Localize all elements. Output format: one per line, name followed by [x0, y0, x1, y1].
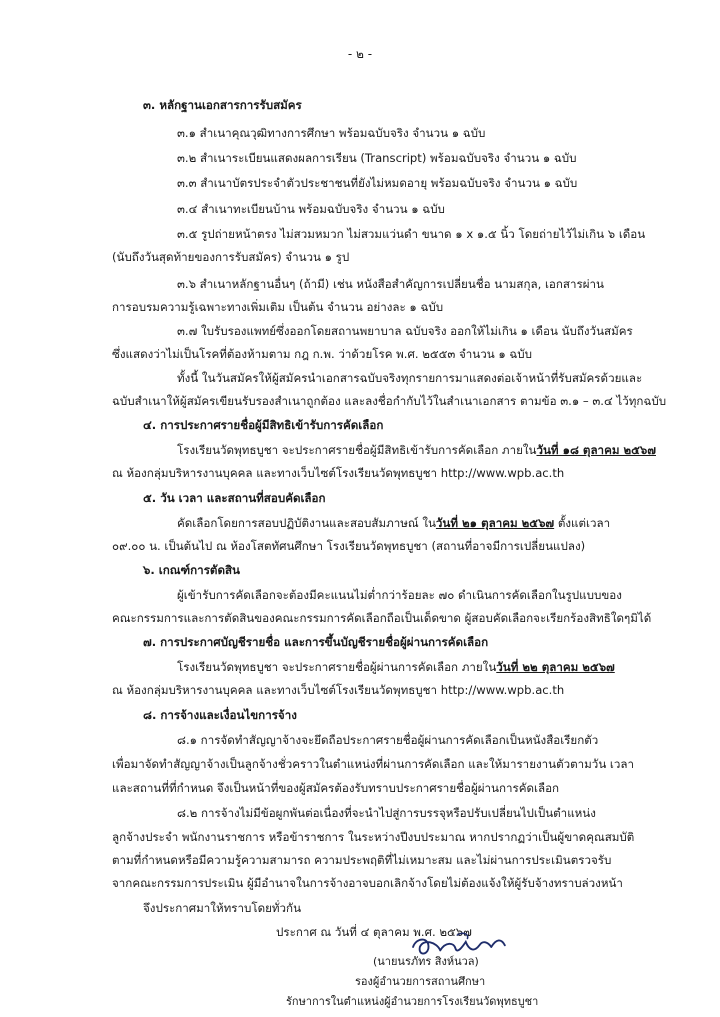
s3-item-6b: การอบรมความรู้เฉพาะทางเพิ่มเติม เป็นต้น จำนวน อย่างละ ๑ ฉบับ	[112, 300, 444, 314]
signer-position-1: รองผู้อำนวยการสถานศึกษา	[355, 975, 486, 988]
s3-item-1: ๓.๑ สำเนาคุณวุฒิทางการศึกษา พร้อมฉบับจริง จำนวน ๑ ฉบับ	[177, 126, 486, 140]
s7-line-a	[177, 659, 615, 675]
announce-date: ประกาศ ณ วันที่ ๔ ตุลาคม พ.ศ. ๒๕๖๗	[276, 925, 472, 939]
s8-p1-b: เพื่อมาจัดทำสัญญาจ้างเป็นลูกจ้างชั่วคราวในตำแหน่งที่ผ่านการคัดเลือก และให้มารายงานตัวตามวัน เวลา	[112, 757, 635, 771]
section-5-title: ๕. วัน เวลา และสถานที่สอบคัดเลือก	[143, 491, 326, 505]
s8-p1-c: และสถานที่ที่กำหนด จึงเป็นหน้าที่ของผู้สมัครต้องรับทราบประกาศรายชื่อผู้ผ่านการคัดเลือก	[112, 781, 560, 795]
section-6-title: ๖. เกณฑ์การตัดสิน	[143, 563, 240, 577]
s3-item-2: ๓.๒ สำเนาระเบียนแสดงผลการเรียน (Transcript) พร้อมฉบับจริง จำนวน ๑ ฉบับ	[177, 151, 577, 165]
s4-line-a-text: โรงเรียนวัดพุทธบูชา จะประกาศรายชื่อผู้มีสิทธิเข้ารับการคัดเลือก ภายใน	[177, 443, 537, 457]
s4-line-b: ณ ห้องกลุ่มบริหารงานบุคคล และทางเว็บไซต์โรงเรียนวัดพุทธบูชา http://www.wpb.ac.th	[112, 466, 565, 480]
signer-name: (นายนรภัทร สิงห์นวล)	[373, 955, 479, 968]
s3-note-b: ฉบับสำเนาให้ผู้สมัครเขียนรับรองสำเนาถูกต้อง และลงชื่อกำกับไว้ในสำเนาเอกสาร ตามข้อ ๓.๑ – ๓.๔ ไว้ทุกฉบับ	[112, 394, 667, 408]
s3-item-7a: ๓.๗ ใบรับรองแพทย์ซึ่งออกโดยสถานพยาบาล ฉบับจริง ออกให้ไม่เกิน ๑ เดือน นับถึงวันสมัคร	[177, 324, 633, 338]
s8-p2-d: จากคณะกรรมการประเมิน ผู้มีอำนาจในการจ้างอาจบอกเลิกจ้างโดยไม่ต้องแจ้งให้ผู้รับจ้างทราบล่วงหน้า	[112, 876, 623, 890]
s5-line-a-text: คัดเลือกโดยการสอบปฏิบัติงานและสอบสัมภาษณ์ ใน	[177, 516, 436, 530]
s6-line-a: ผู้เข้ารับการคัดเลือกจะต้องมีคะแนนไม่ต่ำกว่าร้อยละ ๗๐ ดำเนินการคัดเลือกในรูปแบบของ	[177, 588, 622, 602]
s3-note-a: ทั้งนี้ ในวันสมัครให้ผู้สมัครนำเอกสารฉบับจริงทุกรายการมาแสดงต่อเจ้าหน้าที่รับสมัครด้วยและ	[177, 371, 643, 385]
s5-line-b: ๐๙.๐๐ น. เป็นต้นไป ณ ห้องโสตทัศนศึกษา โรงเรียนวัดพุทธบูชา (สถานที่อาจมีการเปลี่ยนแปลง)	[112, 539, 586, 553]
signature-stroke-2	[457, 933, 467, 938]
s3-item-5b: (นับถึงวันสุดท้ายของการรับสมัคร) จำนวน ๑ รูป	[112, 250, 350, 264]
s5-date: วันที่ ๒๑ ตุลาคม ๒๕๖๗	[435, 516, 555, 530]
s7-line-b: ณ ห้องกลุ่มบริหารงานบุคคล และทางเว็บไซต์โรงเรียนวัดพุทธบูชา http://www.wpb.ac.th	[112, 683, 565, 697]
s5-line-a	[177, 515, 610, 531]
s8-p2-c: ตามที่กำหนดหรือมีความรู้ความสามารถ ความประพฤติที่ไม่เหมาะสม และไม่ผ่านการประเมินตรวจรับ	[112, 853, 612, 867]
s3-item-3: ๓.๓ สำเนาบัตรประจำตัวประชาชนที่ยังไม่หมดอายุ พร้อมฉบับจริง จำนวน ๑ ฉบับ	[177, 176, 578, 190]
s7-line-a-text: โรงเรียนวัดพุทธบูชา จะประกาศรายชื่อผู้ผ่านการคัดเลือก ภายใน	[177, 660, 497, 674]
section-8-title: ๘. การจ้างและเงื่อนไขการจ้าง	[143, 708, 297, 722]
s5-line-a-tail: ตั้งแต่เวลา	[554, 516, 611, 530]
s8-p2-b: ลูกจ้างประจำ พนักงานราชการ หรือข้าราชการ ในระหว่างปีงบประมาณ หากปรากฏว่าเป็นผู้ขาดคุณสมบัติ	[112, 830, 635, 844]
section-3-title: ๓. หลักฐานเอกสารการรับสมัคร	[143, 98, 302, 112]
s3-item-7b: ซึ่งแสดงว่าไม่เป็นโรคที่ต้องห้ามตาม กฎ ก.พ. ว่าด้วยโรค พ.ศ. ๒๕๕๓ จำนวน ๑ ฉบับ	[112, 347, 533, 361]
s3-item-6a: ๓.๖ สำเนาหลักฐานอื่นๆ (ถ้ามี) เช่น หนังสือสำคัญการเปลี่ยนชื่อ นามสกุล, เอกสารผ่าน	[177, 277, 604, 291]
s3-item-5a: ๓.๕ รูปถ่ายหน้าตรง ไม่สวมหมวก ไม่สวมแว่นดำ ขนาด ๑ x ๑.๕ นิ้ว โดยถ่ายไว้ไม่เกิน ๖ เดือน	[177, 227, 646, 241]
signer-position-2: รักษาการในตำแหน่งผู้อำนวยการโรงเรียนวัดพุทธบูชา	[286, 995, 539, 1008]
section-4-title: ๔. การประกาศรายชื่อผู้มีสิทธิเข้ารับการคัดเลือก	[143, 418, 384, 432]
s8-p1-a: ๘.๑ การจัดทำสัญญาจ้างจะยึดถือประกาศรายชื่อผู้ผ่านการคัดเลือกเป็นหนังสือเรียกตัว	[177, 733, 599, 747]
s4-line-a	[177, 442, 656, 458]
s6-line-b: คณะกรรมการและการตัดสินของคณะกรรมการคัดเลือกถือเป็นเด็ดขาด ผู้สอบคัดเลือกจะเรียกร้องสิทธิใดๆมิได้	[112, 611, 652, 625]
s3-item-4: ๓.๔ สำเนาทะเบียนบ้าน พร้อมฉบับจริง จำนวน ๑ ฉบับ	[177, 202, 445, 216]
page-number: - ๒ -	[347, 47, 373, 61]
s8-p2-a: ๘.๒ การจ้างไม่มีข้อผูกพันต่อเนื่องที่จะนำไปสู่การบรรจุหรือปรับเปลี่ยนไปเป็นตำแหน่ง	[177, 806, 596, 820]
section-7-title: ๗. การประกาศบัญชีรายชื่อ และการขึ้นบัญชีรายชื่อผู้ผ่านการคัดเลือก	[143, 635, 489, 649]
signature-stroke-1	[413, 940, 505, 954]
s4-date: วันที่ ๑๘ ตุลาคม ๒๕๖๗	[536, 443, 656, 457]
s7-date: วันที่ ๒๒ ตุลาคม ๒๕๖๗	[496, 660, 615, 674]
closing-text: จึงประกาศมาให้ทราบโดยทั่วกัน	[143, 901, 301, 915]
